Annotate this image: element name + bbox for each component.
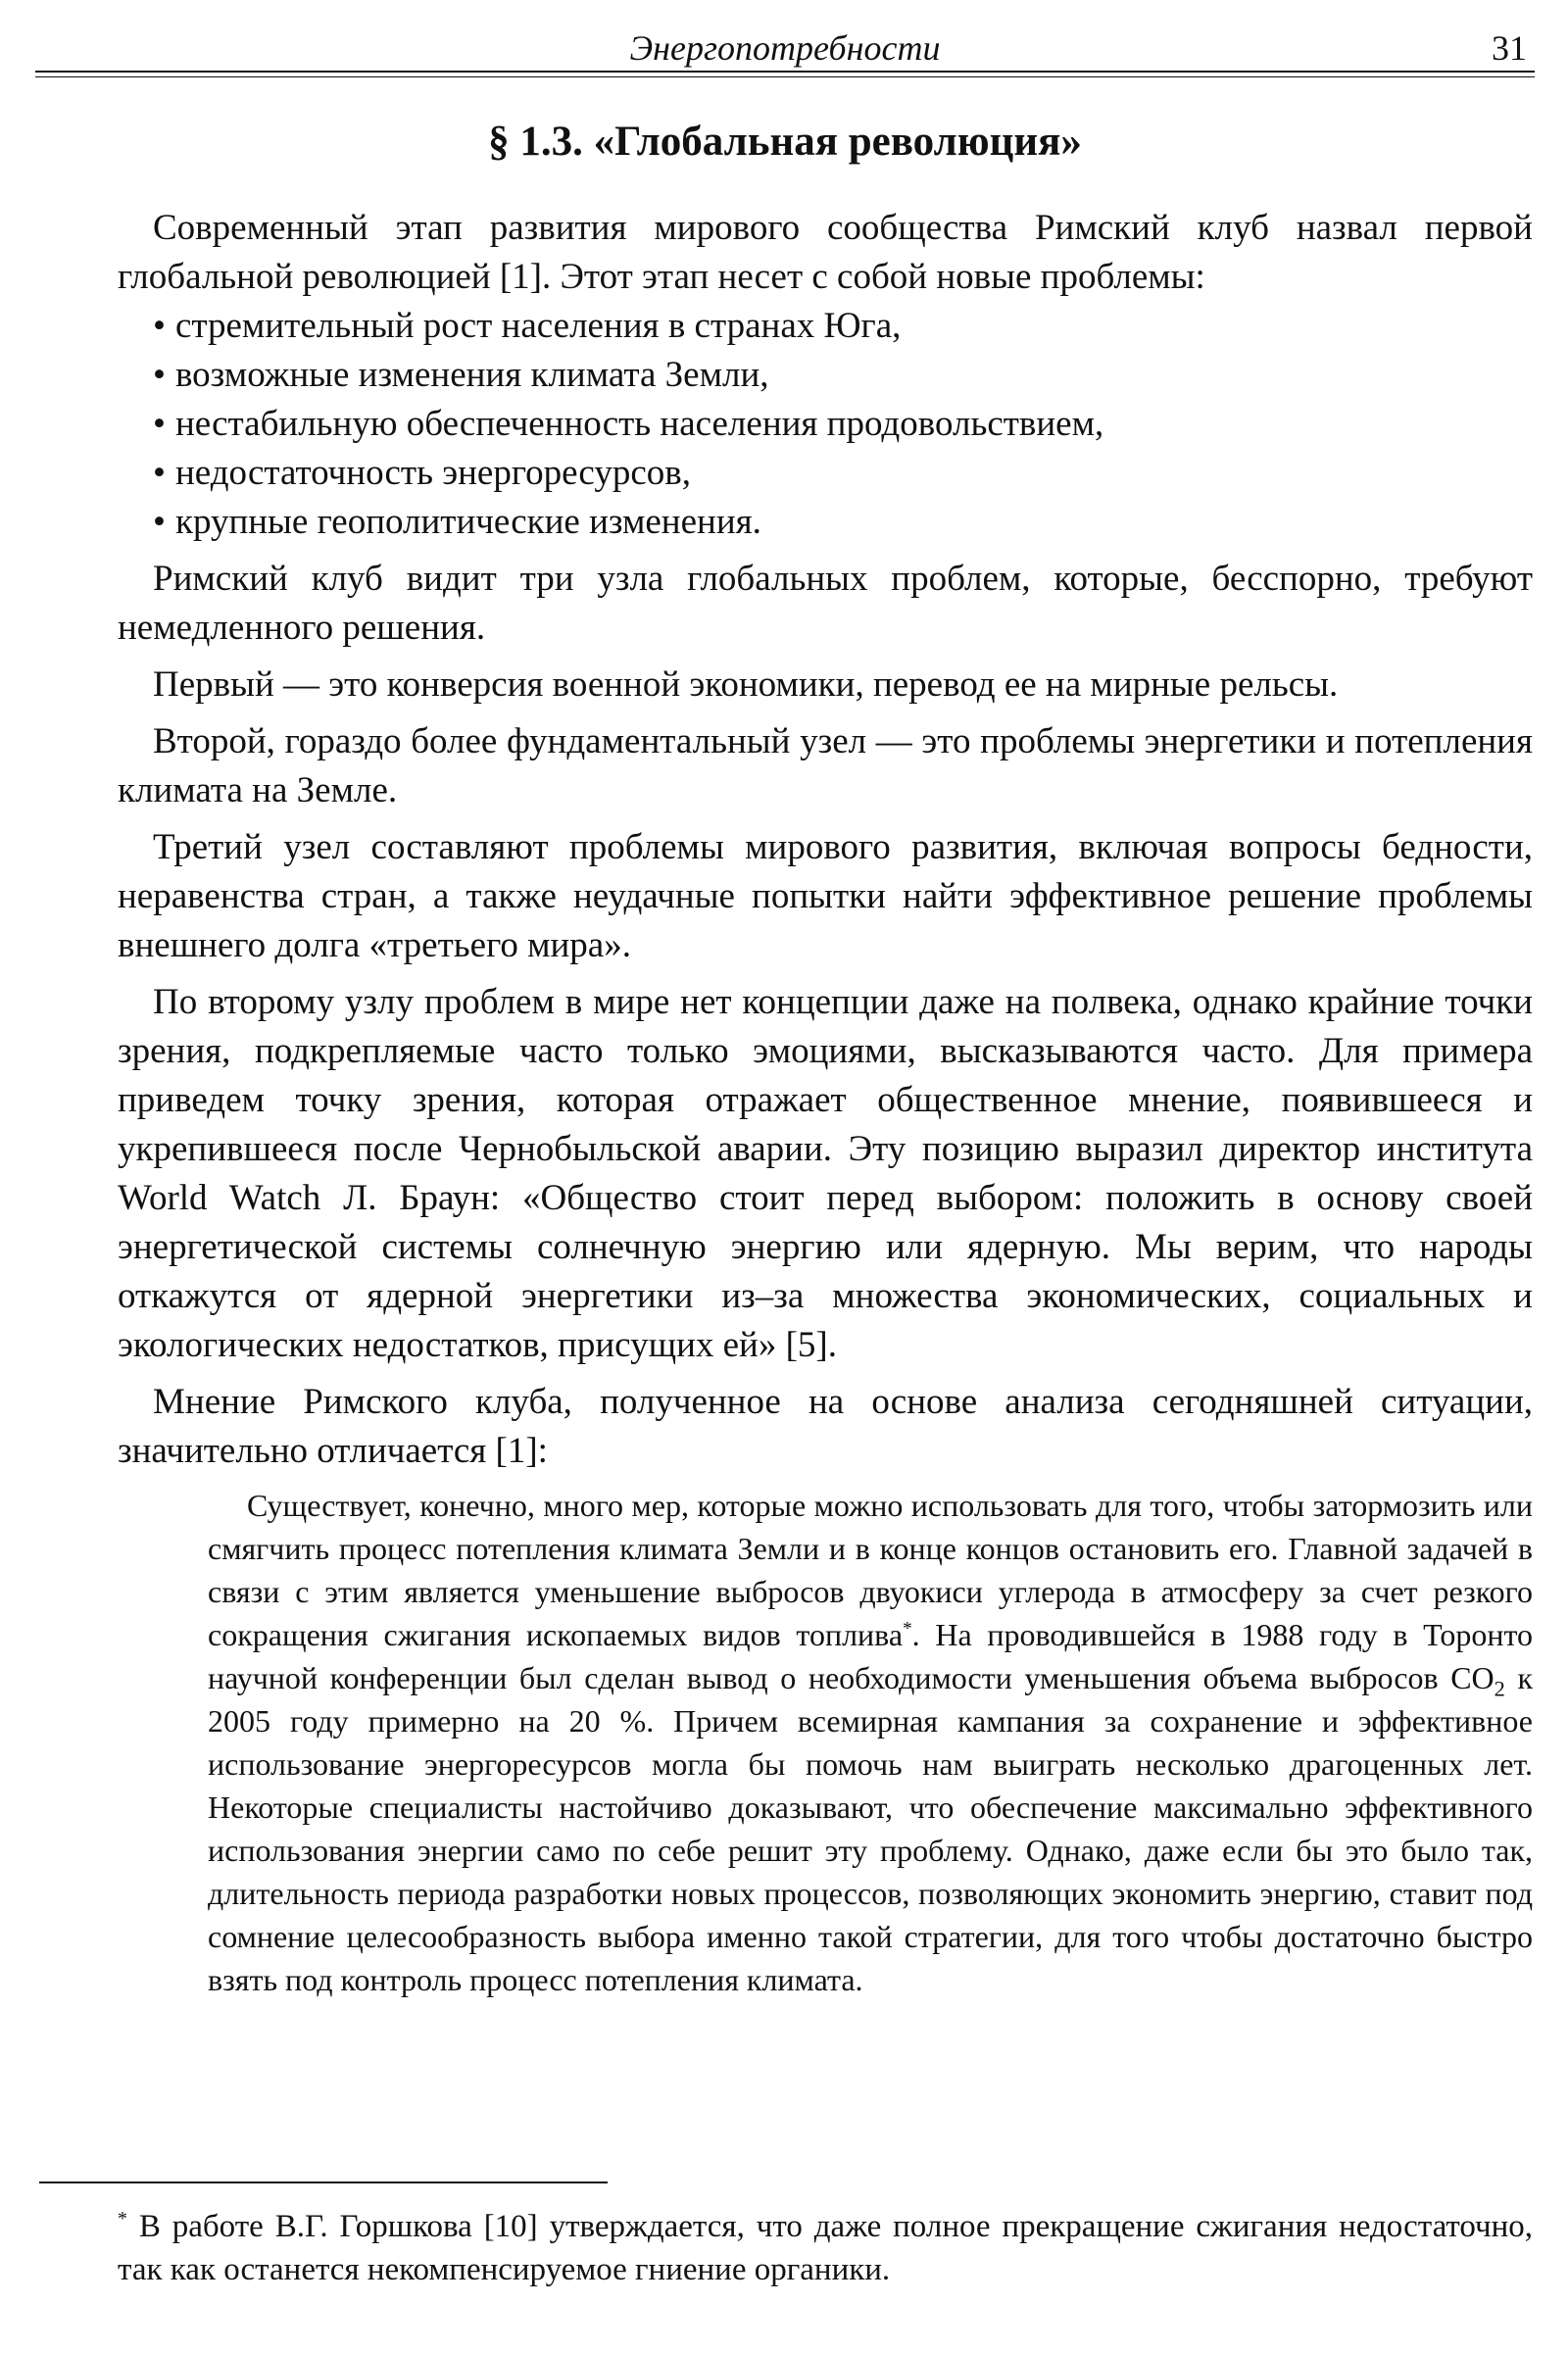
intro-paragraph: Современный этап развития мирового сообщества Римский клуб назвал первой глобальной революцией [1]. Этот этап несет с собой новые проблемы: [118, 208, 1533, 297]
footnote-reference: * [903, 1618, 912, 1640]
paragraph-second-node-views: По второму узлу проблем в мире нет концепции даже на полвека, однако крайние точки зрения, подкрепляемые часто только эмоциями, высказываются часто. Для примера приведем точку зрения, которая отражает общественное мнение, появившееся и укрепившееся после Чернобыльской аварии. Эту позицию выразил директор института World Watch Л. Браун: «Общество стоит перед выбором: положить в основу своей энергетической системы солнечную энергию или ядерную. Мы верим, что народы откажутся от ядерной энергетики из–за множества экономических, социальных и экологических недостатков, присущих ей» [5]. [118, 982, 1533, 1365]
body-text [118, 204, 1533, 2001]
quote-paragraph [208, 1484, 1533, 2001]
list-item: • возможные изменения климата Земли, [118, 351, 1533, 400]
paragraph-third-node: Третий узел составляют проблемы мирового развития, включая вопросы бедности, неравенства стран, а также неудачные попытки найти эффективное решение проблемы внешнего долга «третьего мира». [118, 827, 1533, 965]
list-item: • нестабильную обеспеченность населения продовольствием, [118, 400, 1533, 449]
header-rule-thin [35, 76, 1535, 77]
quote-text-part1: Существует, конечно, много мер, которые можно использовать для того, чтобы затормозить или смягчить процесс потепления климата Земли и в конце концов остановить его. Главной задачей в связи с этим является уменьшение выбросов двуокиси углерода в атмосферу за счет резкого сокращения сжигания ископаемых видов топлива [208, 1488, 1533, 1652]
paragraph-three-nodes: Римский клуб видит три узла глобальных проблем, которые, бесспорно, требуют немедленного решения. [118, 559, 1533, 648]
paragraph-club-opinion: Мнение Римского клуба, полученное на основе анализа сегодняшней ситуации, значительно отличается [1]: [118, 1382, 1533, 1471]
footnote [118, 2205, 1533, 2291]
section-heading: § 1.3. «Глобальная революция» [488, 119, 1082, 165]
list-item: • недостаточность энергоресурсов, [118, 449, 1533, 498]
running-header [35, 22, 1535, 71]
block-quote [118, 1484, 1533, 2001]
header-rule [35, 71, 1535, 73]
running-title: Энергопотребности [629, 28, 941, 68]
footnote-rule [39, 2181, 608, 2183]
quote-text-part2: . На проводившейся в 1988 году в Торонто научной конференции был сделан вывод о необходимости уменьшения объема выбросов CO [208, 1617, 1534, 1695]
list-item: • стремительный рост населения в странах Юга, [118, 302, 1533, 351]
footnote-paragraph [118, 2205, 1533, 2291]
list-item: • крупные геополитические изменения. [118, 498, 1533, 547]
paragraph-second-node: Второй, гораздо более фундаментальный узел — это проблемы энергетики и потепления климата на Земле. [118, 721, 1533, 810]
co2-subscript: 2 [1494, 1676, 1505, 1701]
footnote-text: В работе В.Г. Горшкова [10] утверждается, что даже полное прекращение сжигания недостаточно, так как останется некомпенсируемое гниение органики. [118, 2209, 1533, 2287]
page-number: 31 [1492, 28, 1527, 68]
footnote-mark: * [118, 2208, 127, 2230]
problem-list [118, 302, 1533, 547]
quote-text-part3: к 2005 году примерно на 20 %. Причем всемирная кампания за сохранение и эффективное использование энергоресурсов могла бы помочь нам выиграть несколько драгоценных лет. Некоторые специалисты настойчиво доказывают, что обеспечение максимально эффективного использования энергии само по себе решит эту проблему. Однако, даже если бы это было так, длительность периода разработки новых процессов, позволяющих экономить энергию, ставит под сомнение целесообразность выбора именно такой стратегии, для того чтобы достаточно быстро взять под контроль процесс потепления климата. [208, 1660, 1534, 1997]
paragraph-first-node: Первый — это конверсия военной экономики, перевод ее на мирные рельсы. [153, 664, 1339, 705]
